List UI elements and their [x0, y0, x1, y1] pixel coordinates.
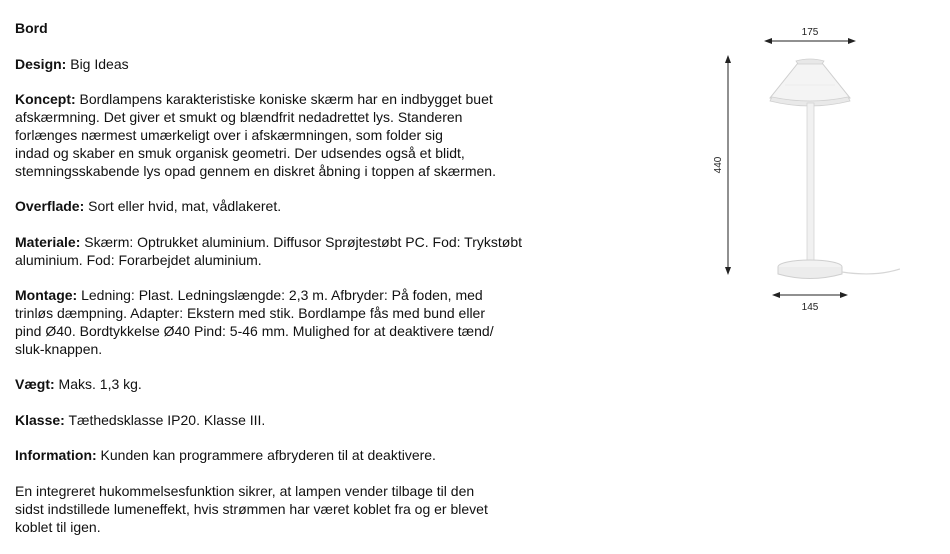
section-vaegt [15, 376, 575, 394]
section-text: Maks. 1,3 kg. [54, 376, 142, 393]
section-klasse [15, 412, 575, 430]
section-text: Big Ideas [66, 55, 129, 72]
lamp-shade [770, 59, 850, 106]
section-materiale [15, 234, 575, 270]
section-koncept [15, 91, 575, 180]
section-overflade [15, 198, 575, 216]
section-label: Materiale: [15, 233, 81, 250]
section-text: Skærm: Optrukket aluminium. Diffusor Sprøjtestøbt PC. Fod: Trykstøbt aluminium. Fod: Forarbejdet aluminium. [15, 233, 522, 268]
product-description [15, 20, 575, 554]
base-width-dimension [776, 295, 844, 313]
section-label: Montage: [15, 287, 78, 304]
lamp-dimension-drawing [700, 15, 900, 320]
height-label: 440 [713, 156, 724, 174]
lamp-base [778, 260, 900, 279]
section-label: Information: [15, 447, 97, 464]
page-title: Bord [15, 20, 48, 36]
section-memory-note [15, 483, 575, 536]
section-text: Tæthedsklasse IP20. Klasse III. [64, 411, 266, 428]
section-information [15, 447, 575, 465]
section-label: Koncept: [15, 91, 76, 108]
lamp-stem [807, 103, 814, 263]
height-dimension [713, 59, 728, 271]
section-text: Bordlampens karakteristiske koniske skærm har en indbygget buet afskærmning. Det giver et smukt og blændfrit nedadrettet lys. Standeren forlænges nærmest umærkeligt over i afskærmningen, som folder sig indad og skaber en smuk organisk geometri. Der udsendes også et blidt, stemningsskabende lys opad gennem en diskret åbning i toppen af skærmen. [15, 91, 496, 179]
section-label: Vægt: [15, 376, 55, 393]
shade-width-label: 175 [801, 27, 819, 38]
section-design [15, 56, 575, 74]
section-text: En integreret hukommelsesfunktion sikrer, at lampen vender tilbage til den sidst indstillede lumeneffekt, hvis strømmen har været koblet fra og er blevet koblet til igen. [15, 482, 488, 535]
base-width-label: 145 [801, 302, 819, 313]
section-montage [15, 287, 575, 358]
section-label: Overflade: [15, 198, 85, 215]
section-text: Kunden kan programmere afbryderen til at deaktivere. [96, 447, 436, 464]
section-text: Ledning: Plast. Ledningslængde: 2,3 m. Afbryder: På foden, med trinløs dæmpning. Adapter: Ekstern med stik. Bordlampe fås med bund eller pind Ø40. Bordtykkelse Ø40 Pind: 5-46 mm. Mulighed for at deaktivere tænd/ sluk-knappen. [15, 287, 494, 357]
shade-width-dimension [768, 27, 852, 41]
section-label: Klasse: [15, 411, 65, 428]
section-label: Design: [15, 55, 67, 72]
section-text: Sort eller hvid, mat, vådlakeret. [84, 198, 282, 215]
